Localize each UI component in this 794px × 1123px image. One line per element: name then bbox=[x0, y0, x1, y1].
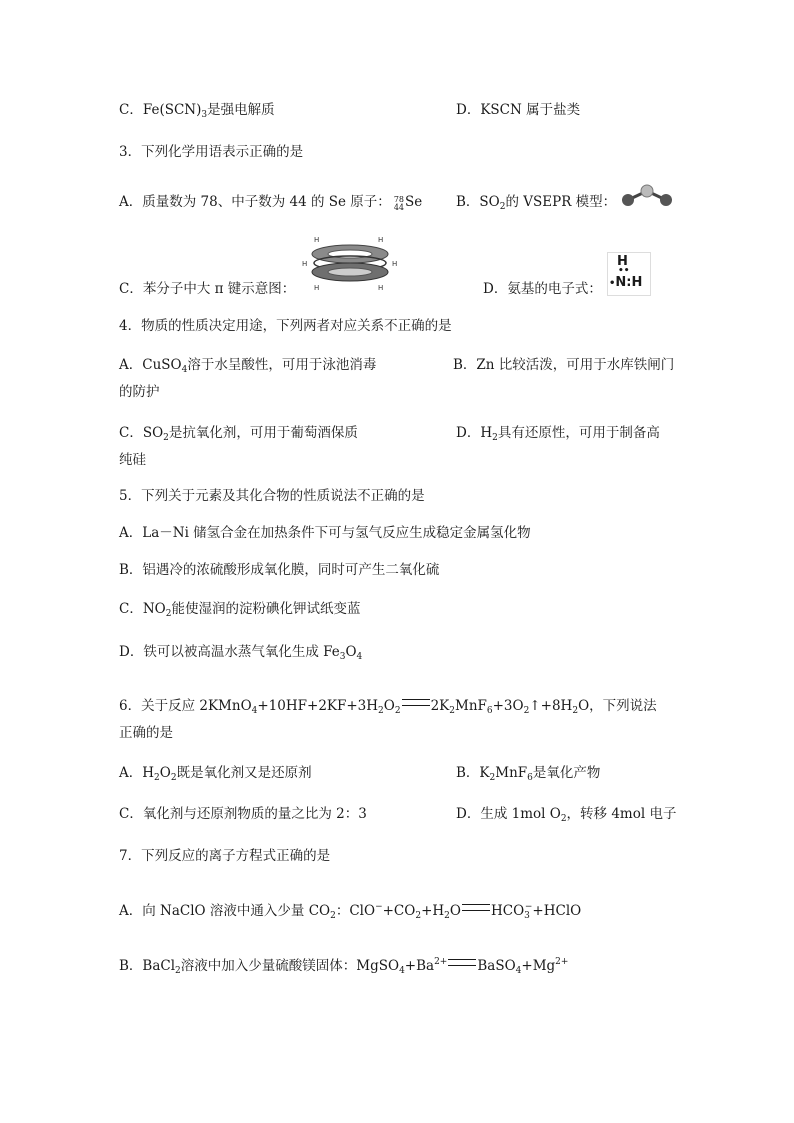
svg-text:H: H bbox=[314, 236, 320, 244]
q6-option-b: B．$K_2MnF_6$是氧化产物 bbox=[456, 765, 601, 783]
q4-stem: 4．物质的性质决定用途，下列两者对应关系不正确的是 bbox=[119, 318, 452, 334]
q7-stem: 7．下列反应的离子方程式正确的是 bbox=[119, 848, 331, 864]
equals-arrow bbox=[402, 699, 430, 706]
q4-option-c: C．$SO_2$是抗氧化剂，可用于葡萄酒保质 bbox=[119, 425, 358, 443]
amino-lewis-structure: H •• •N:H bbox=[607, 252, 651, 296]
q3-option-b: B．$SO_2$的 VSEPR 模型： bbox=[456, 194, 617, 212]
svg-text:H: H bbox=[378, 236, 384, 244]
q3-option-c: C．苯分子中大 π 键示意图： bbox=[119, 281, 296, 297]
q5-option-b: B．铝遇冷的浓硫酸形成氧化膜，同时可产生二氧化硫 bbox=[119, 562, 440, 578]
q4-option-d-continued: 纯硅 bbox=[119, 452, 146, 468]
svg-text:H: H bbox=[392, 260, 398, 268]
q5-option-d: D．铁可以被高温水蒸气氧化生成 $Fe_3O_4$ bbox=[119, 644, 363, 662]
svg-text:H: H bbox=[302, 260, 308, 268]
q2-option-d: D．KSCN 属于盐类 bbox=[456, 102, 581, 118]
q2-option-c: C．$Fe(SCN)_3$是强电解质 bbox=[119, 102, 275, 120]
q4-option-d: D．$H_2$具有还原性，可用于制备高 bbox=[456, 425, 660, 443]
q4-option-a: A．CuSO$_4$溶于水呈酸性，可用于泳池消毒 bbox=[119, 357, 377, 375]
q5-option-a: A．La－Ni 储氢合金在加热条件下可与氢气反应生成稳定金属氢化物 bbox=[119, 525, 531, 541]
q6-stem-continued: 正确的是 bbox=[119, 725, 173, 741]
equals-arrow bbox=[448, 959, 476, 966]
q4-option-b: B．Zn 比较活泼，可用于水库铁闸门 bbox=[453, 357, 675, 373]
vsepr-model-icon bbox=[620, 183, 674, 209]
q5-stem: 5．下列关于元素及其化合物的性质说法不正确的是 bbox=[119, 488, 425, 504]
q6-option-a: A．$H_2O_2$既是氧化剂又是还原剂 bbox=[119, 765, 312, 783]
benzene-pi-bond-icon bbox=[300, 232, 400, 294]
q3-stem: 3．下列化学用语表示正确的是 bbox=[119, 144, 304, 160]
equals-arrow bbox=[462, 904, 490, 911]
q7-option-a: A．向 NaClO 溶液中通入少量 $CO_2$：$ClO^-+CO_2+H_2O$ $HCO_3^-+HClO$ bbox=[119, 902, 582, 921]
q6-option-c: C．氧化剂与还原剂物质的量之比为 2：3 bbox=[119, 806, 367, 822]
q3-option-a: A．质量数为 78、中子数为 44 的 Se 原子： 78 44Se bbox=[119, 194, 423, 212]
svg-text:H: H bbox=[378, 284, 384, 292]
q3-option-d: D．氨基的电子式： bbox=[483, 281, 602, 297]
q6-stem: 6．关于反应 $2KMnO_4+10HF+2KF+3H_2O_2$ $2K_2MnF_6+3O_2↑+8H_2O$，下列说法 bbox=[119, 698, 657, 716]
q7-option-b: B．BaCl$_2$溶液中加入少量硫酸镁固体：$MgSO_4+Ba^{2+}$ $BaSO_4+Mg^{2+}$ bbox=[119, 957, 569, 976]
q5-option-c: C．$NO_2$能使湿润的淀粉碘化钾试纸变蓝 bbox=[119, 601, 361, 619]
q6-option-d: D．生成 1mol $O_2$，转移 4mol 电子 bbox=[456, 806, 677, 824]
q4-option-b-continued: 的防护 bbox=[119, 384, 160, 400]
svg-text:H: H bbox=[314, 284, 320, 292]
